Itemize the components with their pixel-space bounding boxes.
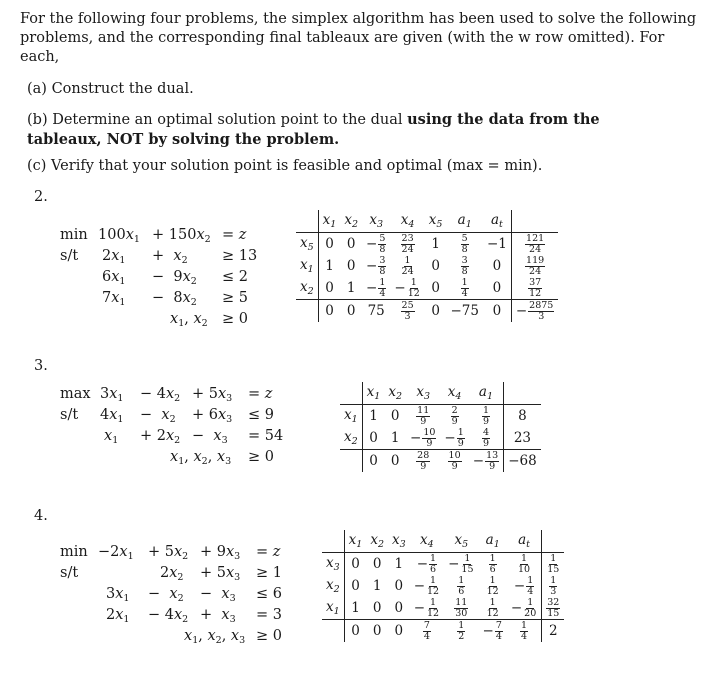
- tableau-cell: 1: [394, 556, 404, 572]
- tableau-cell: 0: [346, 258, 356, 274]
- tableau-header: $x_1$: [344, 530, 366, 553]
- tableau-row-label: $x_2$: [340, 427, 362, 450]
- tableau-cell: $\frac{1}{15}$: [542, 553, 565, 576]
- tableau-cell: 0: [318, 300, 340, 323]
- problem-3-tableau: [340, 382, 541, 472]
- tableau-row: [322, 553, 564, 576]
- tableau-cell: 1: [325, 258, 334, 274]
- tableau-row-label: $x_1$: [322, 597, 344, 620]
- tableau-header: [511, 210, 558, 233]
- tableau-cell: 0: [394, 600, 404, 616]
- tableau-row: [296, 233, 558, 256]
- tableau-cell: − $\frac{1}{12}$: [394, 276, 420, 299]
- problem-4-number: 4.: [34, 508, 48, 524]
- tableau-cell: $\frac{1}{3}$: [542, 575, 565, 597]
- tableau-cell: − $\frac{7}{4}$: [479, 620, 507, 643]
- tableau-cell: $\frac{121}{24}$: [511, 233, 558, 256]
- tableau-cell: $\frac{2}{9}$: [451, 404, 458, 427]
- tableau-header: $a_1$: [469, 382, 504, 405]
- tableau-cell: 1: [431, 236, 440, 252]
- tableau-cell: 1: [390, 430, 400, 446]
- tableau-cell: 0: [325, 236, 334, 252]
- tableau-cell: $\frac{7}{4}$: [410, 620, 444, 643]
- tableau-header: $a_1$: [479, 530, 507, 553]
- tableau-cell: $\frac{11}{9}$: [417, 404, 430, 427]
- part-a: (a) Construct the dual.: [27, 81, 194, 97]
- tableau-cell: 0: [483, 300, 511, 323]
- tableau-cell: − $\frac{1}{20}$: [510, 596, 537, 619]
- part-c: (c) Verify that your solution point is feasible and optimal (max = min).: [27, 158, 543, 174]
- tableau-cell: 1: [351, 600, 360, 616]
- tableau-header: $x_4$: [390, 210, 424, 233]
- tableau-cell: $\frac{4}{9}$: [482, 426, 489, 449]
- tableau-header: $x_1$: [362, 382, 384, 405]
- tableau-header: $a_1$: [446, 210, 483, 233]
- tableau-cell: $\frac{25}{3}$: [390, 300, 424, 323]
- problem-3-lp: max $3x_1$ − $4x_2$ + $5x_3$ = z s/t $4x_1$ − $x_2$ + $6x_3$ ≤ 9 $x_1$ + $2x_2$ − $x_3$ = 54 $x_1$, $x_2$, $x_3$ ≥ 0: [60, 386, 284, 467]
- tableau-header: [504, 382, 541, 405]
- tableau-cell: 1: [346, 280, 356, 296]
- tableau-cell: 0: [388, 620, 410, 643]
- tableau-cell: 0: [425, 300, 447, 323]
- tableau-row-label: [296, 300, 318, 323]
- part-b-emphasis: using the data from the tableaux, NOT by solving the problem.: [27, 111, 600, 148]
- tableau-cell: $\frac{1}{6}$: [489, 552, 496, 575]
- tableau-row-label: $x_2$: [296, 277, 318, 300]
- tableau-header: $x_4$: [410, 530, 444, 553]
- tableau-cell: − $\frac{1}{6}$: [416, 552, 437, 575]
- problem-3-number: 3.: [34, 358, 48, 374]
- tableau-cell: 0: [431, 258, 440, 274]
- tableau-row-label: $x_5$: [296, 233, 318, 256]
- tableau-cell: 0: [431, 280, 440, 296]
- tableau-row-label: $x_1$: [296, 255, 318, 277]
- problem-4-tableau: [322, 530, 564, 642]
- tableau-cell: $\frac{1}{24}$: [401, 254, 414, 277]
- tableau-header: $x_3$: [406, 382, 440, 405]
- tableau-cell: 0: [492, 280, 502, 296]
- tableau-cell: − $\frac{1}{15}$: [448, 552, 474, 575]
- tableau-row: [322, 575, 564, 597]
- tableau-header: $x_3$: [362, 210, 390, 233]
- tableau-header: $a_t$: [507, 530, 542, 553]
- tableau-cell: 23: [504, 427, 541, 450]
- tableau-header: $x_4$: [440, 382, 468, 405]
- tableau-row-label: [322, 620, 344, 643]
- tableau-cell: 2: [542, 620, 565, 643]
- tableau-cell: $\frac{11}{30}$: [455, 596, 468, 619]
- tableau-cell: $\frac{28}{9}$: [406, 450, 440, 473]
- tableau-cell: 0: [351, 556, 360, 572]
- tableau-cell: 0: [351, 578, 360, 594]
- tableau-header: $x_5$: [444, 530, 478, 553]
- tableau-header: $x_1$: [318, 210, 340, 233]
- tableau-cell: 0: [344, 620, 366, 643]
- tableau-cell: $\frac{37}{12}$: [511, 277, 558, 300]
- problem-4-lp: min $-2x_1$ + $5x_2$ + $9x_3$ = z s/t $2x_2$ + $5x_3$ ≥ 1 $3x_1$ − $x_2$ − $x_3$ ≤ 6 $2x_1$ − $4x_2$ + $x_3$ = 3 $x_1$, $x_2$, $x_3$ ≥ 0: [60, 544, 282, 646]
- tableau-cell: −75: [446, 300, 483, 323]
- tableau-corner: [340, 382, 362, 405]
- tableau-cell: − $\frac{1}{9}$: [444, 426, 464, 449]
- tableau-row-label: [340, 450, 362, 473]
- tableau-cell: $\frac{1}{12}$: [486, 596, 499, 619]
- tableau-header: [542, 530, 565, 553]
- tableau-cell: − $\frac{10}{9}$: [410, 426, 436, 449]
- tableau-cell: −68: [504, 450, 541, 473]
- tableau-row-label: $x_2$: [322, 575, 344, 597]
- tableau-header: $x_2$: [366, 530, 388, 553]
- tableau-cell: 0: [346, 236, 356, 252]
- tableau-row-label: $x_3$: [322, 553, 344, 576]
- tableau-row: [340, 427, 541, 450]
- tableau-row-label: $x_1$: [340, 405, 362, 428]
- tableau-cell: − $\frac{2875}{3}$: [511, 300, 558, 323]
- tableau-cell: $\frac{1}{6}$: [458, 574, 465, 597]
- tableau-cell: 0: [369, 430, 378, 446]
- tableau-corner: [322, 530, 344, 553]
- tableau-cell: 0: [366, 620, 388, 643]
- tableau-cell: $\frac{1}{2}$: [444, 620, 478, 643]
- tableau-cell: 1: [372, 578, 382, 594]
- tableau-row: [340, 405, 541, 428]
- part-b-text: (b) Determine an optimal solution point to the dual: [27, 112, 408, 128]
- tableau-cell: − $\frac{1}{12}$: [413, 574, 440, 597]
- tableau-cell: 0: [492, 258, 502, 274]
- problem-2-lp: min $100x_1$ + $150x_2$ = z s/t $2x_1$ + $x_2$ ≥ 13 $6x_1$ − $9x_2$ ≤ 2 $7x_1$ − $8x_2$ ≥ 5 $x_1$, $x_2$ ≥ 0: [60, 227, 258, 329]
- tableau-row: [340, 450, 541, 473]
- tableau-header: $x_5$: [425, 210, 447, 233]
- tableau-cell: 8: [504, 405, 541, 428]
- tableau-cell: $\frac{1}{12}$: [486, 574, 499, 597]
- tableau-header: $x_2$: [340, 210, 362, 233]
- tableau-row: [296, 277, 558, 300]
- tableau-cell: 0: [384, 450, 406, 473]
- tableau-cell: − $\frac{5}{8}$: [366, 232, 386, 255]
- tableau-cell: $\frac{32}{15}$: [542, 597, 565, 620]
- tableau-cell: 75: [362, 300, 390, 323]
- tableau-cell: $\frac{1}{4}$: [507, 620, 542, 643]
- tableau-cell: $\frac{119}{24}$: [511, 255, 558, 277]
- problem-2-tableau: [296, 210, 558, 322]
- tableau-cell: 0: [394, 578, 404, 594]
- tableau-cell: $\frac{23}{24}$: [401, 232, 414, 255]
- tableau-cell: − $\frac{1}{4}$: [513, 574, 534, 597]
- tableau-cell: − $\frac{1}{12}$: [413, 596, 440, 619]
- tableau-header: $x_2$: [384, 382, 406, 405]
- tableau-row: [322, 620, 564, 643]
- tableau-header: $x_3$: [388, 530, 410, 553]
- tableau-cell: $\frac{1}{4}$: [461, 276, 468, 299]
- tableau-cell: − $\frac{1}{4}$: [366, 276, 386, 299]
- tableau-cell: $\frac{10}{9}$: [440, 450, 468, 473]
- intro-text: For the following four problems, the simplex algorithm has been used to solve the following problems, and the corresponding final tableaux are given (with the w row omitted). For each,: [20, 11, 697, 65]
- tableau-cell: $\frac{3}{8}$: [461, 254, 468, 277]
- tableau-cell: 1: [369, 408, 378, 424]
- tableau-row: [322, 597, 564, 620]
- tableau-corner: [296, 210, 318, 233]
- tableau-cell: 0: [390, 408, 400, 424]
- tableau-cell: $\frac{5}{8}$: [461, 232, 468, 255]
- tableau-row: [296, 300, 558, 323]
- tableau-cell: − $\frac{3}{8}$: [366, 254, 386, 277]
- tableau-cell: 0: [372, 600, 382, 616]
- part-b: [27, 110, 667, 150]
- tableau-cell: 0: [362, 450, 384, 473]
- problem-2-number: 2.: [34, 189, 48, 205]
- tableau-cell: − $\frac{13}{9}$: [469, 450, 504, 473]
- tableau-cell: −1: [486, 236, 507, 252]
- tableau-cell: 0: [340, 300, 362, 323]
- tableau-cell: $\frac{1}{10}$: [518, 552, 531, 575]
- tableau-row: [296, 255, 558, 277]
- tableau-header: $a_t$: [483, 210, 511, 233]
- tableau-cell: $\frac{1}{9}$: [482, 404, 489, 427]
- tableau-cell: 0: [325, 280, 334, 296]
- tableau-cell: 0: [372, 556, 382, 572]
